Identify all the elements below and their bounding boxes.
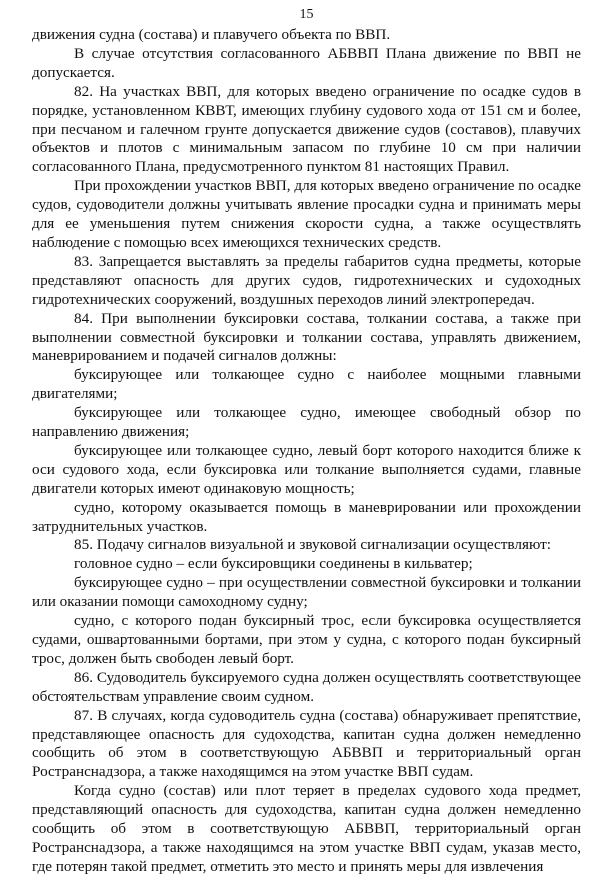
paragraph: Когда судно (состав) или плот теряет в пределах судового хода предмет, представляющий опасность для судоходства, капитан судна должен немедленно сообщить об этом в соответствующую АБВВП, территориальный орган Ространснадзора, а также находящимся на этом участке ВВП судам, указав место, где потерян такой предмет, отметить это место и принять меры для извлечения <box>32 782 581 875</box>
paragraph-item-82: 82. На участках ВВП, для которых введено ограничение по осадке судов в порядке, установленном КВВТ, имеющих глубину судового хода от 151 см и более, при песчаном и галечном грунте допускается движение судов (составов), плавучих объектов и плотов с минимальным запасом по глубине 10 см при наличии согласованного Плана, предусмотренного пунктом 81 настоящих Правил. <box>32 82 581 176</box>
list-item: буксирующее или толкающее судно, имеющее свободный обзор по направлению движения; <box>32 404 581 441</box>
list-item: буксирующее или толкающее судно с наиболее мощными главными двигателями; <box>32 366 581 403</box>
paragraph-item-85: 85. Подачу сигналов визуальной и звуковой сигнализации осуществляют: <box>74 536 551 554</box>
list-item: буксирующее или толкающее судно, левый борт которого находится ближе к оси судового хода, если буксировка или толкание выполняется судами, главные двигатели которых имеют одинаковую мощность; <box>32 441 581 497</box>
paragraph: В случае отсутствия согласованного АБВВП Плана движение по ВВП не допускается. <box>32 44 581 81</box>
document-body <box>32 26 581 877</box>
paragraph-item-84: 84. При выполнении буксировки состава, толкании состава, а также при выполнении совместной буксировки и толкании состава, управлять движением, маневрированием и подачей сигналов должны: <box>32 309 581 365</box>
list-item: судно, которому оказывается помощь в маневрировании или прохождении затруднительных участков. <box>32 498 581 535</box>
page-number: 15 <box>299 7 314 22</box>
paragraph-item-86: 86. Судоводитель буксируемого судна должен осуществлять соответствующее обстоятельствам управление своим судном. <box>32 668 581 705</box>
paragraph-item-87: 87. В случаях, когда судоводитель судна (состава) обнаруживает препятствие, представляющее опасность для судоходства, капитан судна должен немедленно сообщить об этом в соответствующую АБВВП и территориальный орган Ространснадзора, а также находящимся на этом участке ВВП судам. <box>32 706 581 781</box>
list-item: головное судно – если буксировщики соединены в кильватер; <box>74 555 473 573</box>
list-item: буксирующее судно – при осуществлении совместной буксировки и толкании или оказании помощи самоходному судну; <box>32 574 581 611</box>
paragraph: При прохождении участков ВВП, для которых введено ограничение по осадке судов, судоводители должны учитывать явление просадки судна и принимать меры для ее уменьшения путем снижения скорости судна, а также осуществлять наблюдение с помощью всех имеющихся технических средств. <box>32 177 581 251</box>
paragraph-item-83: 83. Запрещается выставлять за пределы габаритов судна предметы, которые представляют опасность для других судов, гидротехнических и судоходных гидротехнических сооружений, воздушных переходов линий электропередач. <box>32 252 581 308</box>
list-item: судно, с которого подан буксирный трос, если буксировка осуществляется судами, ошвартованными бортами, при этом у судна, с которого подан буксирный трос, должен быть свободен левый борт. <box>32 612 581 667</box>
paragraph-continuation: движения судна (состава) и плавучего объекта по ВВП. <box>32 26 391 43</box>
